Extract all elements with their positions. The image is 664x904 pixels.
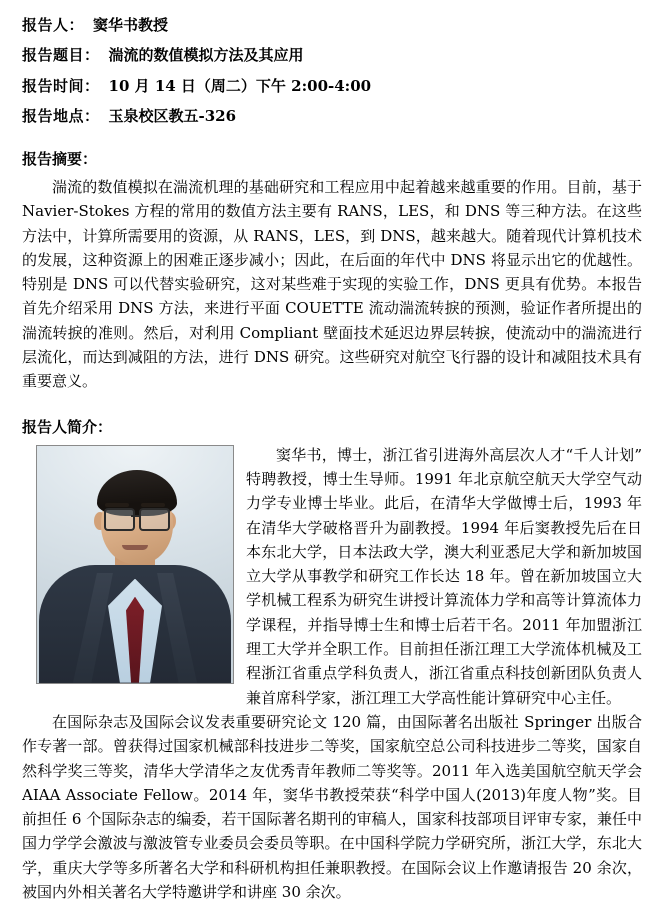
portrait-glasses-right-lens [139, 508, 170, 531]
abstract-heading: 报告摘要： [22, 150, 98, 168]
abstract-body: 湍流的数值模拟在湍流机理的基础研究和工程应用中起着越来越重要的作用。目前，基于 Navier-Stokes 方程的常用的数值方法主要有 RANS，LES，和 DNS 等三种方法。在这些方法中，计算所需要用的资源，从 RANS，LES，到 DNS，越来越大。随着现代计算机技术的发展，这种资源上的困难正逐步减小；因此，在后面的年代中 DNS 将显示出它的优越性。特别是 DNS 可以代替实验研究，这对某些难于实现的实验工作，DNS 更具有优势。本报告首先介绍采用 DNS 方法，来进行平面 COUETTE 流动湍流转捩的预测，验证作者所提出的湍流转捩的准则。然后，对利用 Compliant 壁面技术延迟边界层转捩，使流动中的湍流进行层流化，而达到减阻的方法，进行 DNS 研究。这些研究对航空飞行器的设计和减阻技术具有重要意义。 [22, 178, 642, 391]
speaker-portrait-image [36, 445, 234, 684]
talk-time-value: 10 月 14 日（周二）下午 2:00-4:00 [108, 76, 372, 95]
speaker-label: 报告人： [22, 16, 85, 34]
talk-title-line [22, 44, 642, 67]
bio-paragraph-2: 在国际杂志及国际会议发表重要研究论文 120 篇，由国际著名出版社 Springer 出版合作专著一部。曾获得过国家机械部科技进步二等奖，国家航空总公司科技进步二等奖，国家自然科学奖三等奖，清华大学清华之友优秀青年教师二等奖等。2011 年入选美国航空航天学会 AIAA Associate Fellow。2014 年，窦华书教授荣获“科学中国人(2013)年度人物”奖。目前担任 6 个国际杂志的编委，若干国际著名期刊的审稿人，国家科技部项目评审专家，兼任中国力学学会激波与激波管专业委员会委员等职。在中国科学院力学研究所，浙江大学，东北大学，重庆大学等多所著名大学和科研机构担任兼职教授。在国际会议上作邀请报告 20 余次，被国内外相关著名大学特邀讲学和讲座 30 余次。 [22, 712, 642, 902]
talk-time-line [22, 75, 642, 98]
talk-location-value: 玉泉校区教五-326 [108, 106, 237, 125]
bio-paragraph-1: 窦华书，博士，浙江省引进海外高层次人才“千人计划”特聘教授，博士生导师。1991 年北京航空航天大学空气动力学专业博士毕业。此后，在清华大学做博士后，1993 年在清华大学破格晋升为副教授。1994 年后窦教授先后在日本东北大学，日本法政大学，澳大利亚悉尼大学和新加坡国立大学从事教学和研究工作长达 18 年。曾在新加坡国立大学机械工程系为研究生讲授计算流体力学和高等计算流体力学课程，并指导博士生和博士后若干名。2011 年加盟浙江理工大学并全职工作。目前担任浙江理工大学流体机械及工程浙江省重点学科负责人，浙江省重点科技创新团队负责人兼首席科学家，浙江理工大学高性能计算研究中心主任。 [246, 445, 642, 707]
portrait-mouth [122, 545, 148, 550]
talk-location-label: 报告地点： [22, 106, 100, 125]
portrait-glasses-left-lens [104, 508, 135, 531]
talk-time-label: 报告时间： [22, 76, 100, 95]
bio-section [22, 443, 642, 904]
talk-location-line [22, 105, 642, 128]
speaker-value: 窦华书教授 [93, 16, 169, 34]
bio-heading: 报告人简介： [22, 417, 113, 436]
portrait-eyebrow-right [141, 503, 165, 507]
portrait-glasses-bridge [131, 515, 139, 517]
portrait-eyebrow-left [105, 503, 129, 507]
talk-title-label: 报告题目： [22, 46, 100, 65]
talk-title-value: 湍流的数值模拟方法及其应用 [108, 46, 304, 65]
speaker-line [22, 14, 642, 37]
